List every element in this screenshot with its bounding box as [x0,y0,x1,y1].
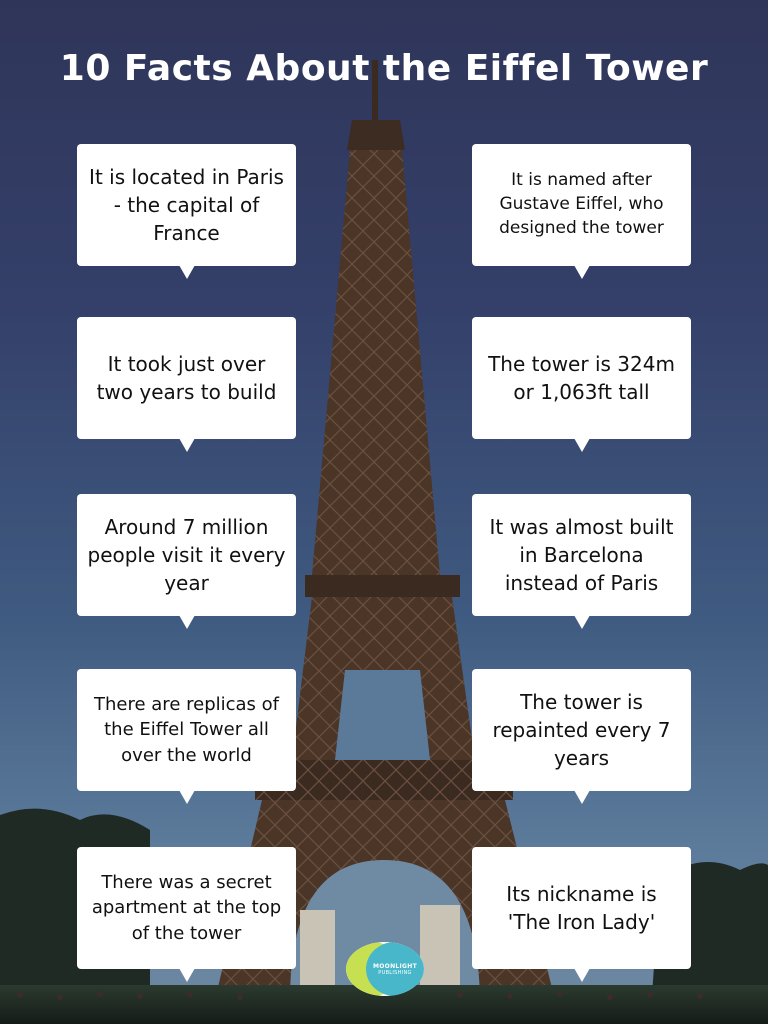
fact-bubble-7: There are replicas of the Eiffel Tower all over the world [77,669,296,791]
publisher-logo [346,942,424,996]
logo-line-2: PUBLISHING [378,969,412,976]
fact-bubble-5: Around 7 million people visit it every year [77,494,296,616]
fact-bubble-10: Its nickname is 'The Iron Lady' [472,847,691,969]
fact-bubble-3: It took just over two years to build [77,317,296,439]
fact-bubble-4: The tower is 324m or 1,063ft tall [472,317,691,439]
logo-line-1: MOONLIGHT [373,962,417,970]
fact-bubble-2: It is named after Gustave Eiffel, who designed the tower [472,144,691,266]
fact-bubble-8: The tower is repainted every 7 years [472,669,691,791]
fact-bubble-9: There was a secret apartment at the top of the tower [77,847,296,969]
fact-bubble-6: It was almost built in Barcelona instead of Paris [472,494,691,616]
fact-bubble-1: It is located in Paris - the capital of France [77,144,296,266]
page-title: 10 Facts About the Eiffel Tower [59,48,709,89]
logo-badge [366,942,424,996]
